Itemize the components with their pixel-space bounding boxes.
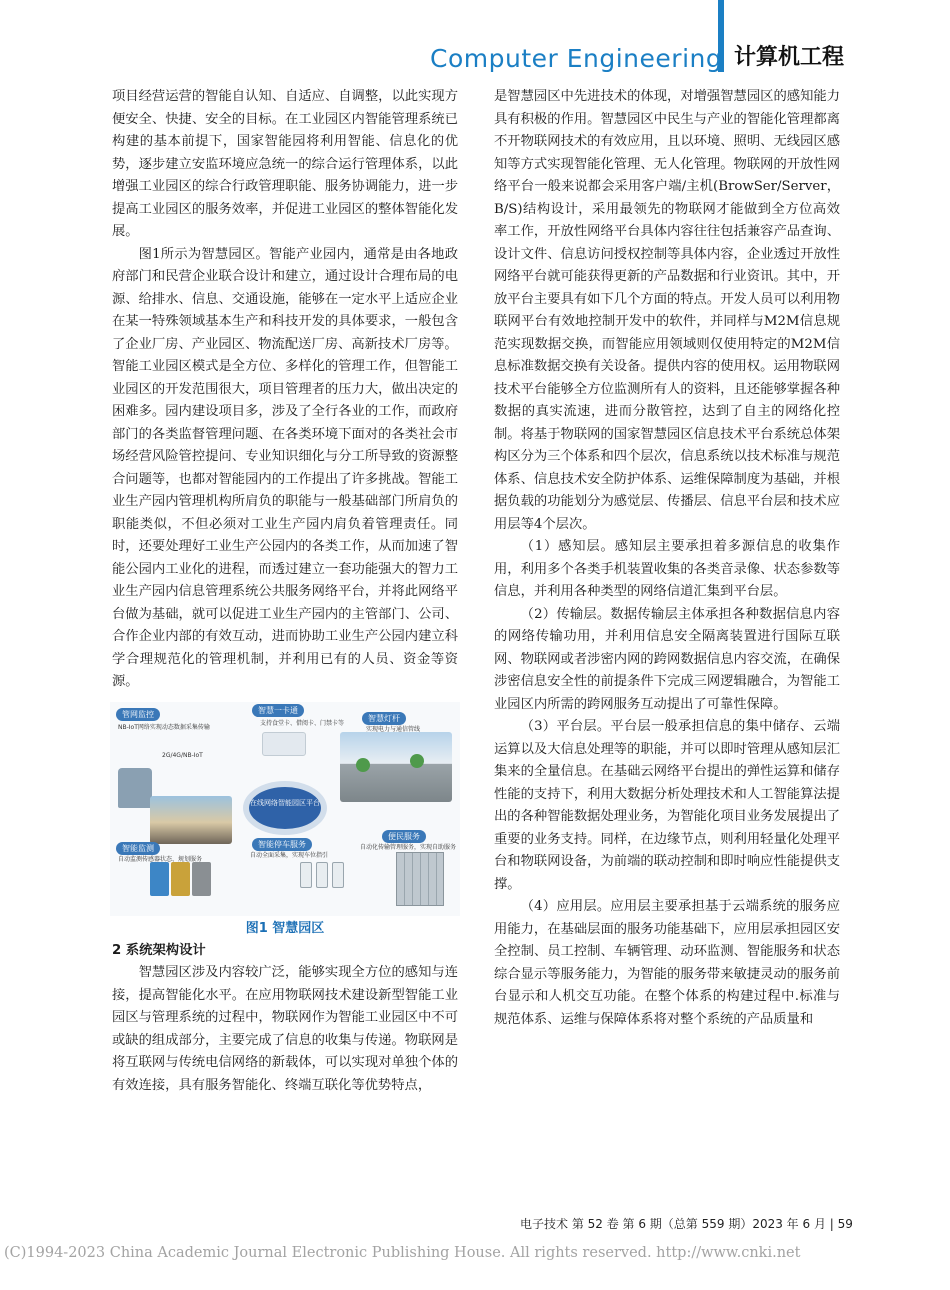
paragraph: （2）传输层。数据传输层主体承担各种数据信息内容的网络传输功用，并利用信息安全隔离装置进行国际互联网、物联网或者涉密内网的跨网数据信息内容交流，在确保涉密信息安全性的前提条件下完成三网逻辑融合，为智能工业园区内所需的跨网服务互动提出了可靠性保障。 xyxy=(494,606,840,712)
street-photo-icon xyxy=(150,796,232,844)
figure-smart-park xyxy=(110,702,460,916)
figure-note: 2G/4G/NB-IoT xyxy=(162,751,203,759)
left-column xyxy=(112,86,458,1097)
locker-icon xyxy=(396,852,444,906)
paragraph: 智能工业园区模式是全方位、多样化的管理工作，但智能工业园区的开发范围很大，项目管理者的压力大，做出决定的困难多。园内建设项目多，涉及了全行各业的工作，而政府部门的各类监督管理问题、在各类环境下面对的各类社会市场经营风险管控提问、专业知识细化与分工所导致的资源整合问题等，也都对智能园内的工作提出了许多挑战。智能工业生产园内管理机构所肩负的职能与一般基础部门所肩负的职能类似，不但必须对工业生产园内肩负着管理责任。同时，还要处理好工业生产公园内的各类工作，从而加速了智能公园内工业化的进程，而透过建立一套功能强大的智力工业生产园内信息管理系统公共服务网络平台，并将此网络平台做为基础，就可以促进工业生产园内的主管部门、公司、合作企业内部的有效互动，进而协助工业生产公园内建立科学合理规范化的管理机制，并利用已有的人员、资金等资源。 xyxy=(112,359,458,689)
label-pipe-monitor: 管网监控 xyxy=(116,708,160,721)
figure-note: NB-IoT网络实现动态数据采集传输 xyxy=(118,723,210,731)
paragraph: 图1所示为智慧园区。智能产业园内，通常是由各地政府部门和民营企业联合设计和建立，通过设计合理布局的电源、给排水、信息、交通设施，能够在一定水平上适应企业在某一特殊领域基本生产和科技开发的具体要求，一般包含了企业厂房、产业园区、物流配送厂房、高新技术厂房等。 xyxy=(112,246,458,352)
journal-title-cn: 计算机工程 xyxy=(734,45,845,70)
right-column xyxy=(494,86,840,1031)
paragraph: （3）平台层。平台层一般承担信息的集中储存、云端运算以及大信息处理等的职能，并可以即时管理从感知层汇集来的全量信息。在基础云网络平台提出的弹性运算和储存性能的支持下，利用大数据分析处理技术和人工智能算法提出的各种智能数据处理业务，为智能化项目业务发展提出了重要的业务支持。同样，在边缘节点，则利用轻量化处理平台和物联网设备，为前端的联动控制和即时响应性能提供支撑。 xyxy=(494,719,840,892)
label-smart-lamp: 智慧灯杆 xyxy=(362,712,406,725)
section-heading: 2 系统架构设计 xyxy=(112,942,206,958)
journal-title-en: Computer Engineering xyxy=(430,44,723,73)
figure-note: 自动化传输管理服务，实现自助服务 xyxy=(360,843,457,851)
paragraph: （4）应用层。应用层主要承担基于云端系统的服务应用能力，在基础层面的服务功能基础下，应用层承担园区安全控制、员工控制、车辆管理、动环监测、智能服务和状态综合显示等服务能力，为智能的服务带来敏捷灵动的服务前台显示和人机交互功能。在整个体系的构建过程中.标准与规范体系、运维与保障体系将对整个系统的产品质量和 xyxy=(494,899,840,1027)
paragraph: 是智慧园区中先进技术的体现，对增强智慧园区的感知能力具有积极的作用。智慧园区中民生与产业的智能化管理都离不开物联网技术的有效应用，且以环境、照明、无线园区感知等方式实现智能化管理、无人化管理。物联网的开放性网络平台一般来说都会采用客户端/主机(BrowSer/Server，B/S)结构设计，采用最领先的物联网才能做到全方位高效率工作，开放性网络平台具体内容往往包括兼容产品查询、设计文件、信息访问授权控制等具体内容，企业透过开放性网络平台就可能获得更新的产品数据和行业资讯。其中，开放平台主要具有如下几个方面的特点。开发人员可以利用物联网平台有效地控制开发中的软件，并同样与M2M信息规范实现数据交换，而智能应用领域则仅使用特定的M2M信息标准数据交换有关设备。提供内容的使用权。运用物联网技术平台能够全方位监测所有人的资料，且还能够掌握各种数据的真实流速，进而分散管控，达到了自主的网络化控制。将基于物联网的国家智慧园区信息技术平台系统总体架构区分为三个体系和四个层次，信息系统以技术标准与规范体系、信息技术安全防护体系、运维保障制度为基础，并根据负载的功能划分为感觉层、传播层、信息平台层和技术应用层等4个层次。 xyxy=(494,89,840,532)
figure-note: 支持食堂卡、借阅卡、门禁卡等 xyxy=(260,719,345,727)
figure-note: 自动监测传感器状态、规划服务 xyxy=(118,855,203,863)
paragraph: 项目经营运营的智能自认知、自适应、自调整，以此实现方便安全、快捷、安全的目标。在工业园区内智能管理系统已构建的基本前提下，国家智能园将利用智能、信息化的优势，逐步建立安监环境应急统一的综合运行管理体系，以此增强工业园区的综合行政管理职能、服务协调能力，进一步提高工业园区的服务效率，并促进工业园区的整体智能化发展。 xyxy=(112,89,458,239)
charger-icon xyxy=(316,862,328,888)
label-convenience: 便民服务 xyxy=(382,830,426,843)
label-smart-parking: 智能停车服务 xyxy=(252,838,312,851)
water-tank-icon xyxy=(118,768,152,808)
cards-icon xyxy=(262,732,306,756)
tree-icon xyxy=(356,758,370,772)
footer-journal-info: 电子技术 第 52 卷 第 6 期（总第 559 期）2023 年 6 月 | 59 xyxy=(520,1217,853,1231)
figure-note: 自动全面采集，实现车位指引 xyxy=(250,851,329,859)
paragraph: （1）感知层。感知层主要承担着多源信息的收集作用，利用多个各类手机装置收集的各类音录像、状态参数等信息，并利用各种类型的网络信道汇集到平台层。 xyxy=(494,539,840,599)
paragraph: 智慧园区涉及内容较广泛，能够实现全方位的感知与连接，提高智能化水平。在应用物联网技术建设新型智能工业园区与管理系统的过程中，物联网作为智能工业园区中不可或缺的组成部分，主要完成了信息的收集与传递。物联网是将互联网与传统电信网络的新载体，可以实现对单独个体的有效连接，具有服务智能化、终端互联化等优势特点， xyxy=(112,965,458,1093)
figure-caption: 图1 智慧园区 xyxy=(245,920,325,936)
footer-copyright: (C)1994-2023 China Academic Journal Electronic Publishing House. All rights reserved. http://www.cnki.net xyxy=(4,1245,801,1261)
label-smart-card: 智慧一卡通 xyxy=(252,704,304,717)
center-platform: 在线网络智能园区平台 xyxy=(249,787,321,829)
tree-icon xyxy=(410,754,424,768)
charger-icon xyxy=(300,862,312,888)
label-smart-monitor: 智能监测 xyxy=(116,842,160,855)
charger-icon xyxy=(332,862,344,888)
figure-note: 实现电力与通信管线 xyxy=(366,725,421,733)
